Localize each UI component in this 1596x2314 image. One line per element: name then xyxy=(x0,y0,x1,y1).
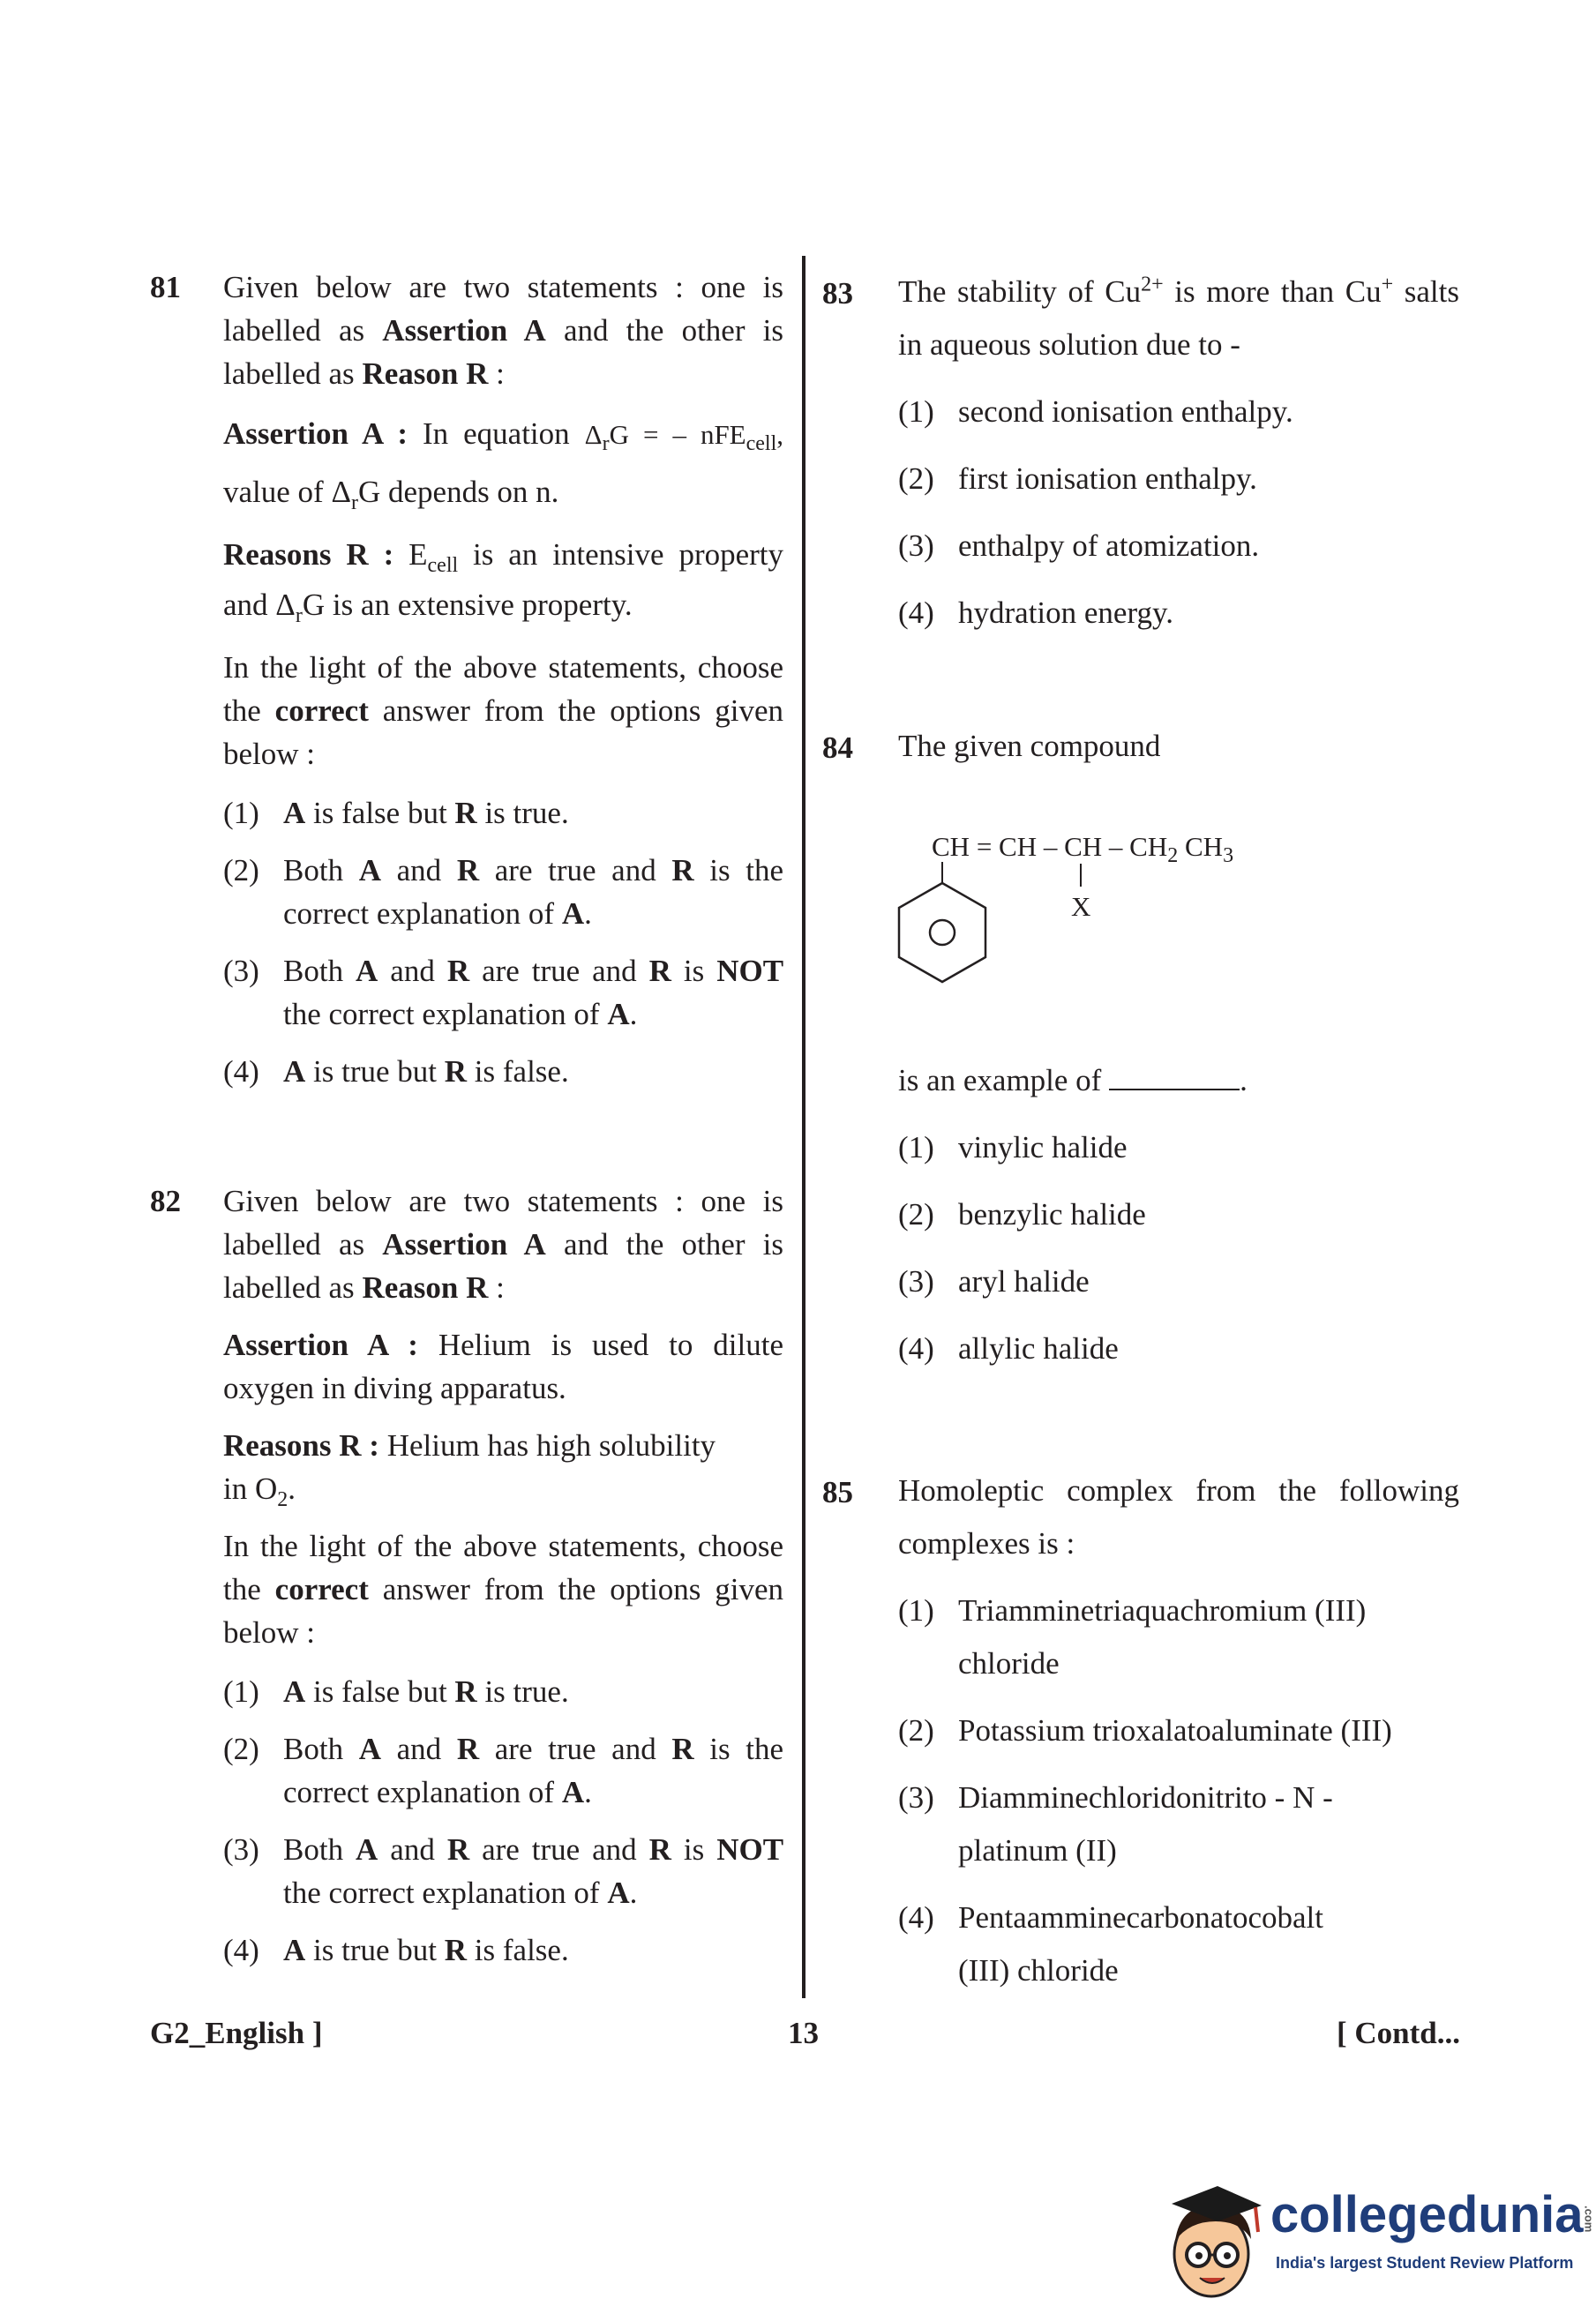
q81-assertion-line2: value of $\Delta_rG$ depends on n. xyxy=(223,475,559,514)
question-number: 81 xyxy=(150,270,181,304)
q81-option-4: (4) A is true but R is false. xyxy=(223,1054,569,1089)
q85-stem: Homoleptic complex from the following complexes is : xyxy=(898,1473,1459,1561)
column-divider xyxy=(802,256,805,1998)
question-81 xyxy=(223,266,783,1093)
footer-paper-code: G2_English ] xyxy=(150,2016,323,2050)
q81-intro-line1: Given below are two statements : one is xyxy=(223,270,783,304)
q82-option-4: (4) A is true but R is false. xyxy=(223,1933,569,1967)
q82-option-1: (1) A is false but R is true. xyxy=(223,1674,569,1709)
question-number: 85 xyxy=(822,1475,853,1509)
q82-option-3: (3) Both A and R are true and R is NOT the correct explanation of A. xyxy=(223,1832,784,1910)
q85-option-2: (2) Potassium trioxalatoaluminate (III) xyxy=(898,1713,1392,1748)
benzene-ring-icon xyxy=(891,860,1103,1001)
question-number: 84 xyxy=(822,730,853,765)
q84-stem: The given compound xyxy=(898,729,1161,763)
mascot-logo-icon xyxy=(1163,2179,1269,2303)
q82-intro-line2: labelled as Assertion A and the other is xyxy=(223,1227,784,1262)
q83-option-3: (3) enthalpy of atomization. xyxy=(898,528,1260,563)
q81-intro-line3: labelled as Reason R : xyxy=(223,356,505,391)
question-85 xyxy=(898,1464,1459,1997)
footer-continued: [ Contd... xyxy=(1336,2016,1460,2050)
q85-option-4: (4) Pentaamminecarbonatocobalt (III) chloride xyxy=(898,1900,1324,1988)
q82-intro-line3: labelled as Reason R : xyxy=(223,1270,505,1305)
q82-reason: Reasons R : Helium has high solubility in $O_2$. xyxy=(223,1428,716,1511)
q84-option-2: (2) benzylic halide xyxy=(898,1197,1146,1232)
q83-stem: The stability of $Cu^{2+}$ is more than Cu+ salts in aqueous solution due to - xyxy=(898,273,1459,362)
q82-intro-line1: Given below are two statements : one is xyxy=(223,1184,783,1218)
question-82 xyxy=(223,1179,783,1972)
question-number: 83 xyxy=(822,276,853,311)
q84-options xyxy=(898,1107,1459,1375)
q84-after: is an example of . xyxy=(898,1063,1248,1097)
q82-instruction: In the light of the above statements, choose the correct answer from the options given below : xyxy=(223,1529,784,1650)
q84-option-1: (1) vinylic halide xyxy=(898,1130,1128,1164)
q81-reason-line2: and $\Delta_rG$ is an extensive property. xyxy=(223,588,633,627)
q85-option-3: (3) Diamminechloridonitrito - N - platinum (II) xyxy=(898,1780,1333,1868)
question-83 xyxy=(898,266,1459,640)
question-number: 82 xyxy=(150,1184,181,1218)
q81-reason: Reasons R : $E_{cell}$ is an intensive property xyxy=(223,537,784,577)
logo-tagline: India's largest Student Review Platform xyxy=(1276,2254,1574,2272)
q84-structure-chain: CH = CH – CH – $CH_2$ $CH_3$ xyxy=(932,831,1234,868)
q81-option-2: (2) Both A and R are true and R is the correct explanation of A. xyxy=(223,853,784,931)
q81-assertion: Assertion A : In equation $\Delta_rG$ = – nFE$_{cell}$, xyxy=(223,416,784,456)
q82-assertion: Assertion A : Helium is used to dilute oxygen in diving apparatus. xyxy=(223,1328,784,1405)
q84-option-4: (4) allylic halide xyxy=(898,1331,1119,1366)
q81-instruction: In the light of the above statements, choose the correct answer from the options given below : xyxy=(223,650,784,771)
q81-option-3: (3) Both A and R are true and R is NOT the correct explanation of A. xyxy=(223,954,784,1031)
logo-wordmark: collegedunia.com xyxy=(1270,2186,1596,2243)
footer-page-number: 13 xyxy=(788,2016,819,2050)
q81-option-1: (1) A is false but R is true. xyxy=(223,796,569,830)
q83-option-4: (4) hydration energy. xyxy=(898,595,1173,630)
q84-option-3: (3) aryl halide xyxy=(898,1264,1090,1299)
q81-intro-line2: labelled as Assertion A and the other is xyxy=(223,313,784,348)
q83-option-1: (1) second ionisation enthalpy. xyxy=(898,394,1293,429)
q82-option-2: (2) Both A and R are true and R is the correct explanation of A. xyxy=(223,1732,784,1809)
answer-blank xyxy=(1109,1062,1240,1090)
q84-structure-x: X xyxy=(1071,891,1091,922)
q83-option-2: (2) first ionisation enthalpy. xyxy=(898,461,1257,496)
q85-option-1: (1) Triamminetriaquachromium (III) chloride xyxy=(898,1593,1367,1681)
